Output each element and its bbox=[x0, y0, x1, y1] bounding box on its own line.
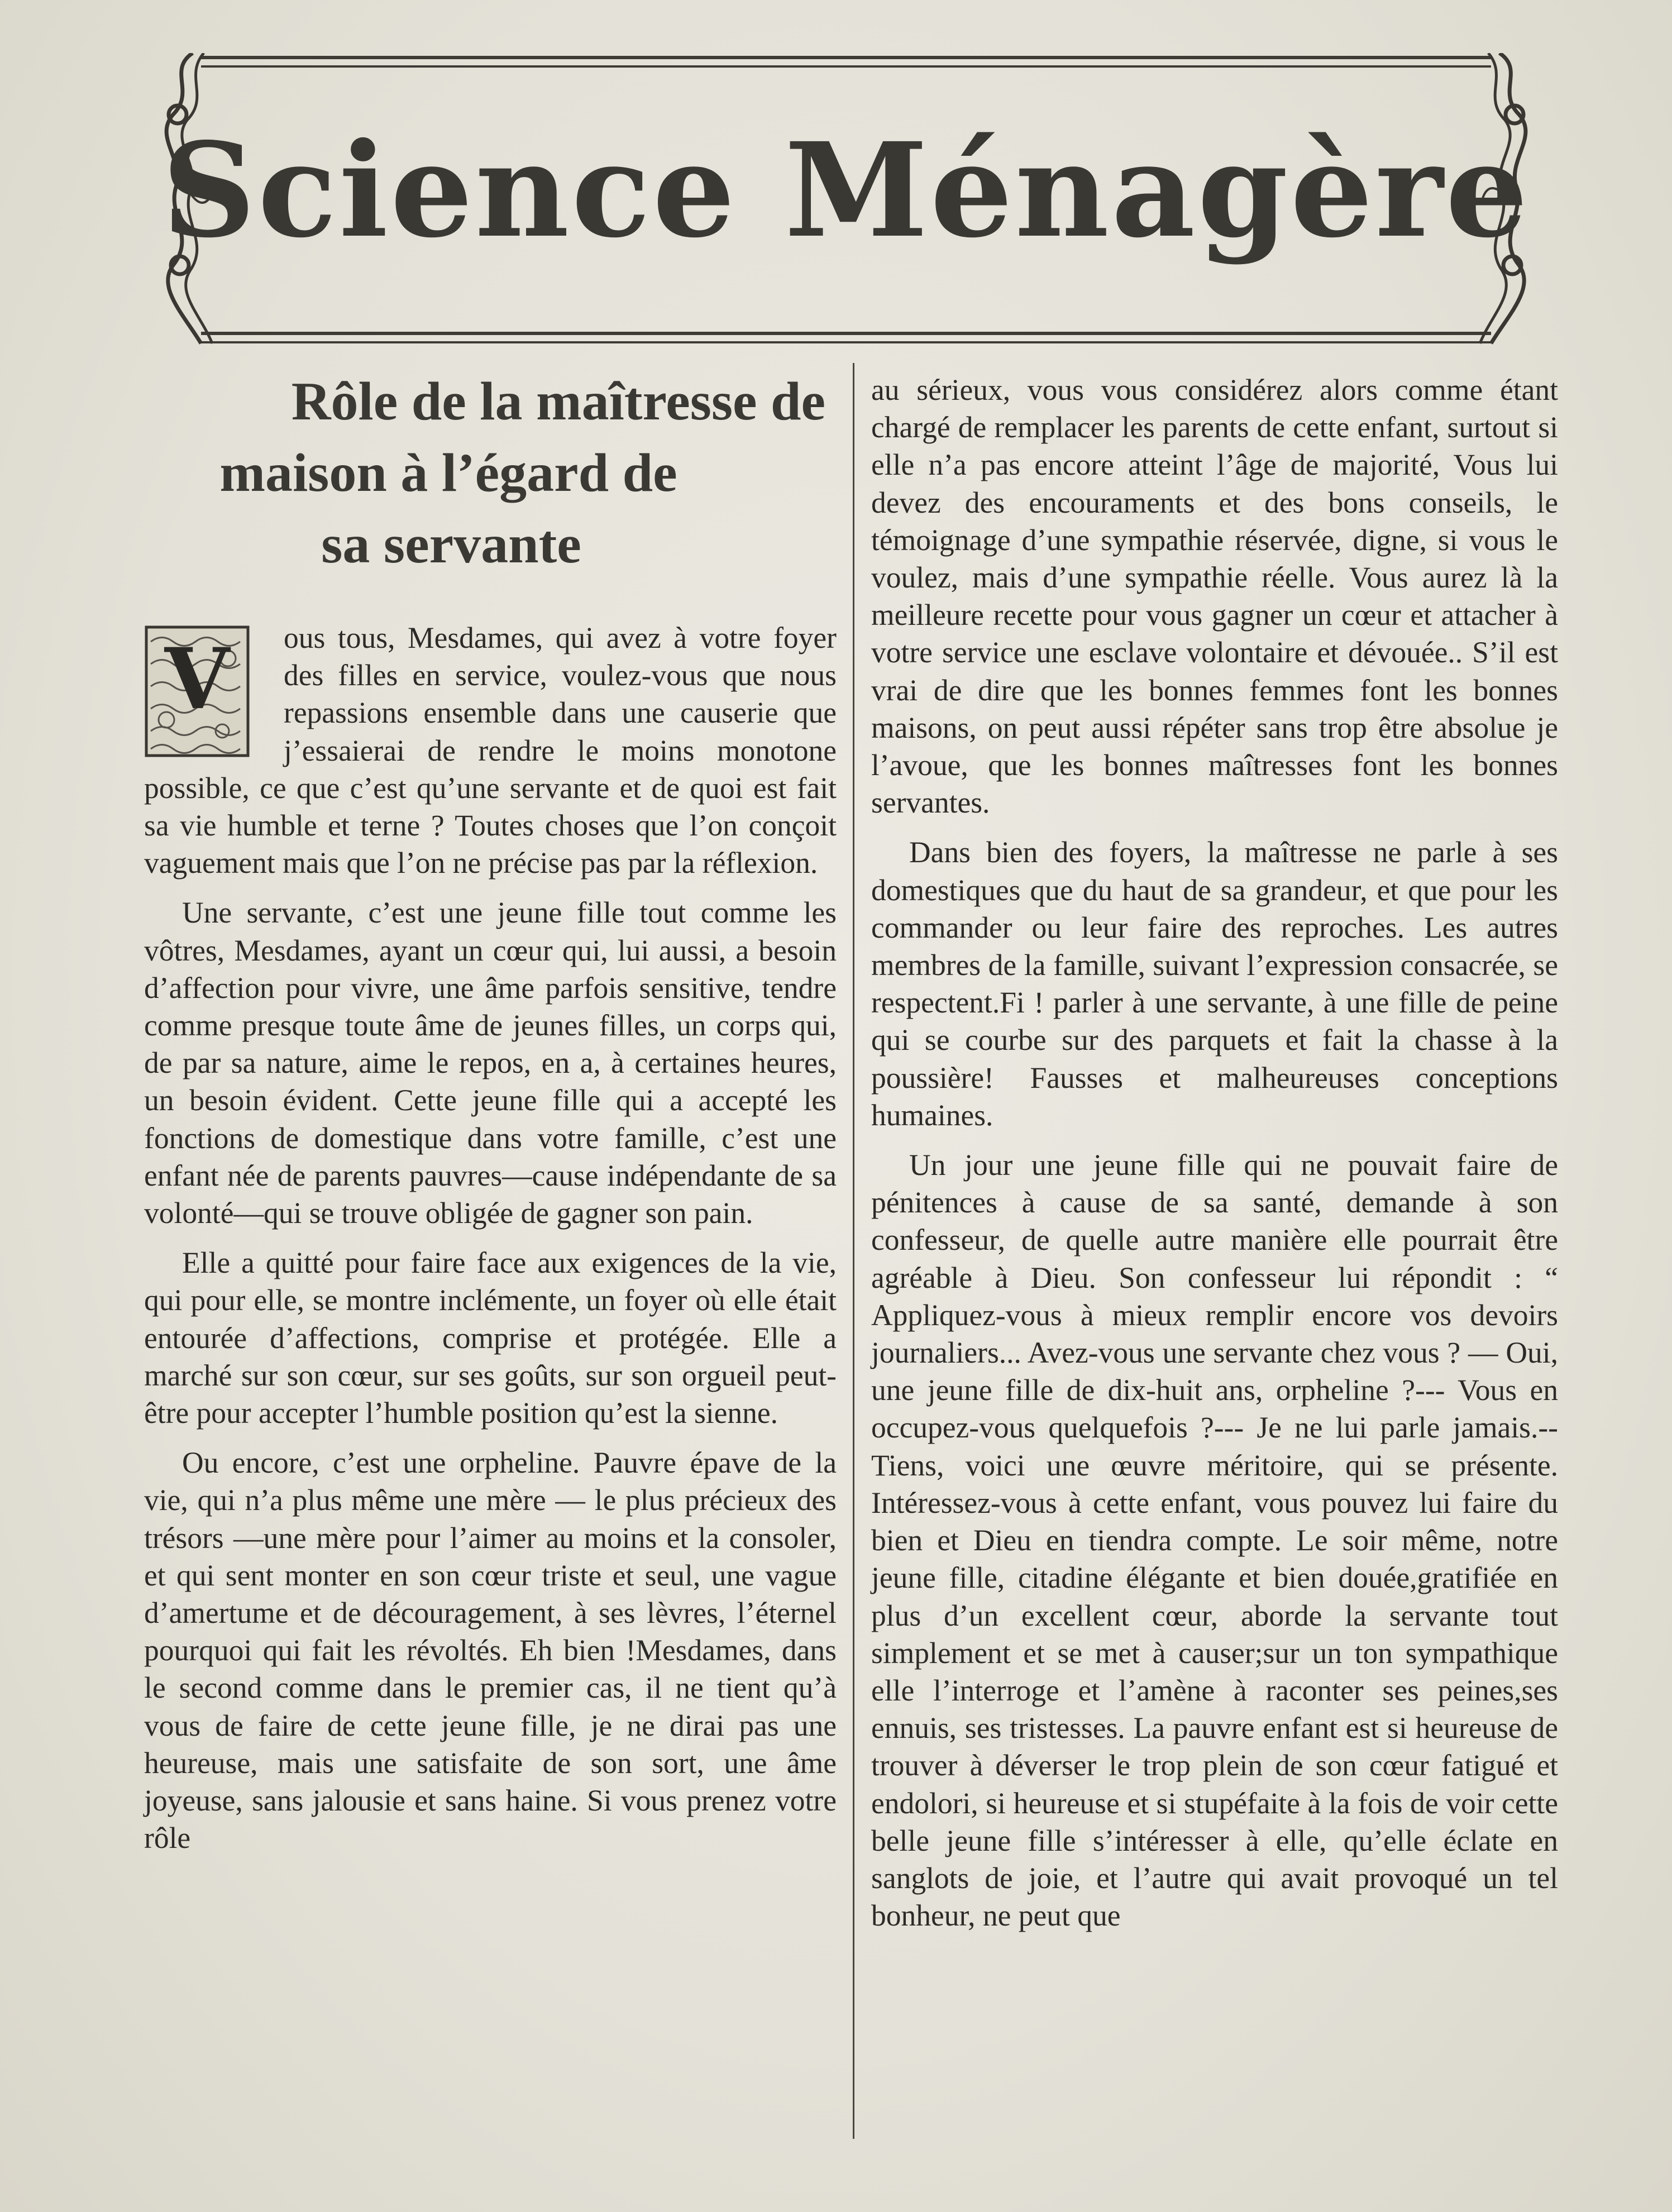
article-title-line: sa servante bbox=[321, 514, 581, 575]
dropcap bbox=[144, 625, 250, 758]
column-divider bbox=[853, 363, 854, 2139]
paragraph: au sérieux, vous vous considérez alors comme étant chargé de remplacer les parents de cette enfant, surtout si elle n’a pas encore atteint l’âge de majorité, Vous lui devez des encouraments et des bons conseils, le témoignage d’une sympathie réservée, digne, si vous le voulez, mais d’une sympathie réelle. Vous aurez là la meilleure recette pour vous gagner un cœur et attacher à votre service une esclave volontaire et dévouée.. S’il est vrai de dire que les bonnes femmes font les bonnes maisons, on peut aussi répéter sans trop être absolue je l’avoue, que les bonnes maîtresses font les bonnes servantes. bbox=[871, 373, 1558, 820]
dropcap-letter: V bbox=[164, 630, 230, 728]
right-column bbox=[871, 371, 1558, 1934]
paragraph: Une servante, c’est une jeune fille tout comme les vôtres, Mesdames, ayant un cœur qui, lui aussi, a besoin d’affection pour vivre, une âme parfois sensitive, tendre comme presque toute âme de jeunes filles, un corps qui, de par sa nature, aime le repos, en a, à certaines heures, un besoin évident. Cette jeune fille qui a accepté les fonctions de domestique dans votre famille, c’est une enfant née de parents pauvres—cause indépendante de sa volonté—qui se trouve obligée de gagner son pain. bbox=[144, 896, 837, 1230]
left-column bbox=[144, 366, 837, 1857]
article-title-line: maison à l’égard de bbox=[219, 443, 677, 503]
paragraph-text: ous tous, Mesdames, qui avez à votre foyer des filles en service, voulez-vous que nous repassions ensemble dans une causerie que j’essaierai de rendre le moins monotone possible, ce que c’est qu’une servante et de quoi est fait sa vie humble et terne ? Toutes choses que l’on conçoit vaguement mais que l’on ne précise pas par la réflexion. bbox=[144, 621, 837, 880]
article-title-line: Rôle de la maîtresse de bbox=[291, 371, 825, 432]
article-title bbox=[144, 366, 837, 580]
paragraph bbox=[144, 619, 837, 882]
section-title: Science Ménagère bbox=[162, 114, 1530, 266]
paragraph: Dans bien des foyers, la maîtresse ne parle à ses domestiques que du haut de sa grandeur, et que pour les commander ou leur faire des reproches. Les autres membres de la famille, suivant l’expression consacrée, se respectent.Fi ! parler à une servante, à une fille de peine qui se courbe sur des parquets et fait la chasse à la poussière! Fausses et malheureuses conceptions humaines. bbox=[871, 835, 1558, 1132]
paragraph: Ou encore, c’est une orpheline. Pauvre épave de la vie, qui n’a plus même une mère — le plus précieux des trésors —une mère pour l’aimer au moins et la consoler, et qui sent monter en son cœur triste et seul, une vague d’amertume et de découragement, à ses lèvres, l’éternel pourquoi qui fait les révoltés. Eh bien !Mesdames, dans le second comme dans le premier cas, il ne tient qu’à vous de faire de cette jeune fille, je ne dirai pas une heureuse, mais une satisfaite de son sort, une âme joyeuse, sans jalousie et sans haine. Si vous prenez votre rôle bbox=[144, 1446, 837, 1855]
header-frame bbox=[151, 53, 1541, 346]
paragraph: Un jour une jeune fille qui ne pouvait faire de pénitences à cause de sa santé, demande à son confesseur, de quelle autre manière elle pourrait être agréable à Dieu. Son confesseur lui répondit : “ Appliquez-vous à mieux remplir encore vos devoirs journaliers... Avez-vous une servante chez vous ? — Oui, une jeune fille de dix-huit ans, orpheline ?--- Vous en occupez-vous quelquefois ?--- Je ne lui parle jamais.--Tiens, voici une œuvre méritoire, qui se présente. Intéressez-vous à cette enfant, vous pouvez lui faire du bien et Dieu en tiendra compte. Le soir même, notre jeune fille, citadine élégante et bien douée,gratifiée en plus d’un excellent cœur, aborde la servante tout simplement et se met à causer;sur un ton sympathique elle l’interroge et l’amène à raconter ses peines,ses ennuis, ses tristesses. La pauvre enfant est si heureuse de trouver à déverser le trop plein de son cœur fatigué et endolori, si heureuse et si stupéfaite à la fois de voir cette belle jeune fille s’intéresser à elle, qu’elle éclate en sanglots de joie, et l’autre qui avait provoqué un tel bonheur, ne peut que bbox=[871, 1148, 1558, 1933]
paragraph: Elle a quitté pour faire face aux exigences de la vie, qui pour elle, se montre inclémente, un foyer où elle était entourée d’affections, comprise et protégée. Elle a marché sur son cœur, sur ses goûts, sur son orgueil peut-être pour accepter l’humble position qu’est la sienne. bbox=[144, 1246, 837, 1430]
